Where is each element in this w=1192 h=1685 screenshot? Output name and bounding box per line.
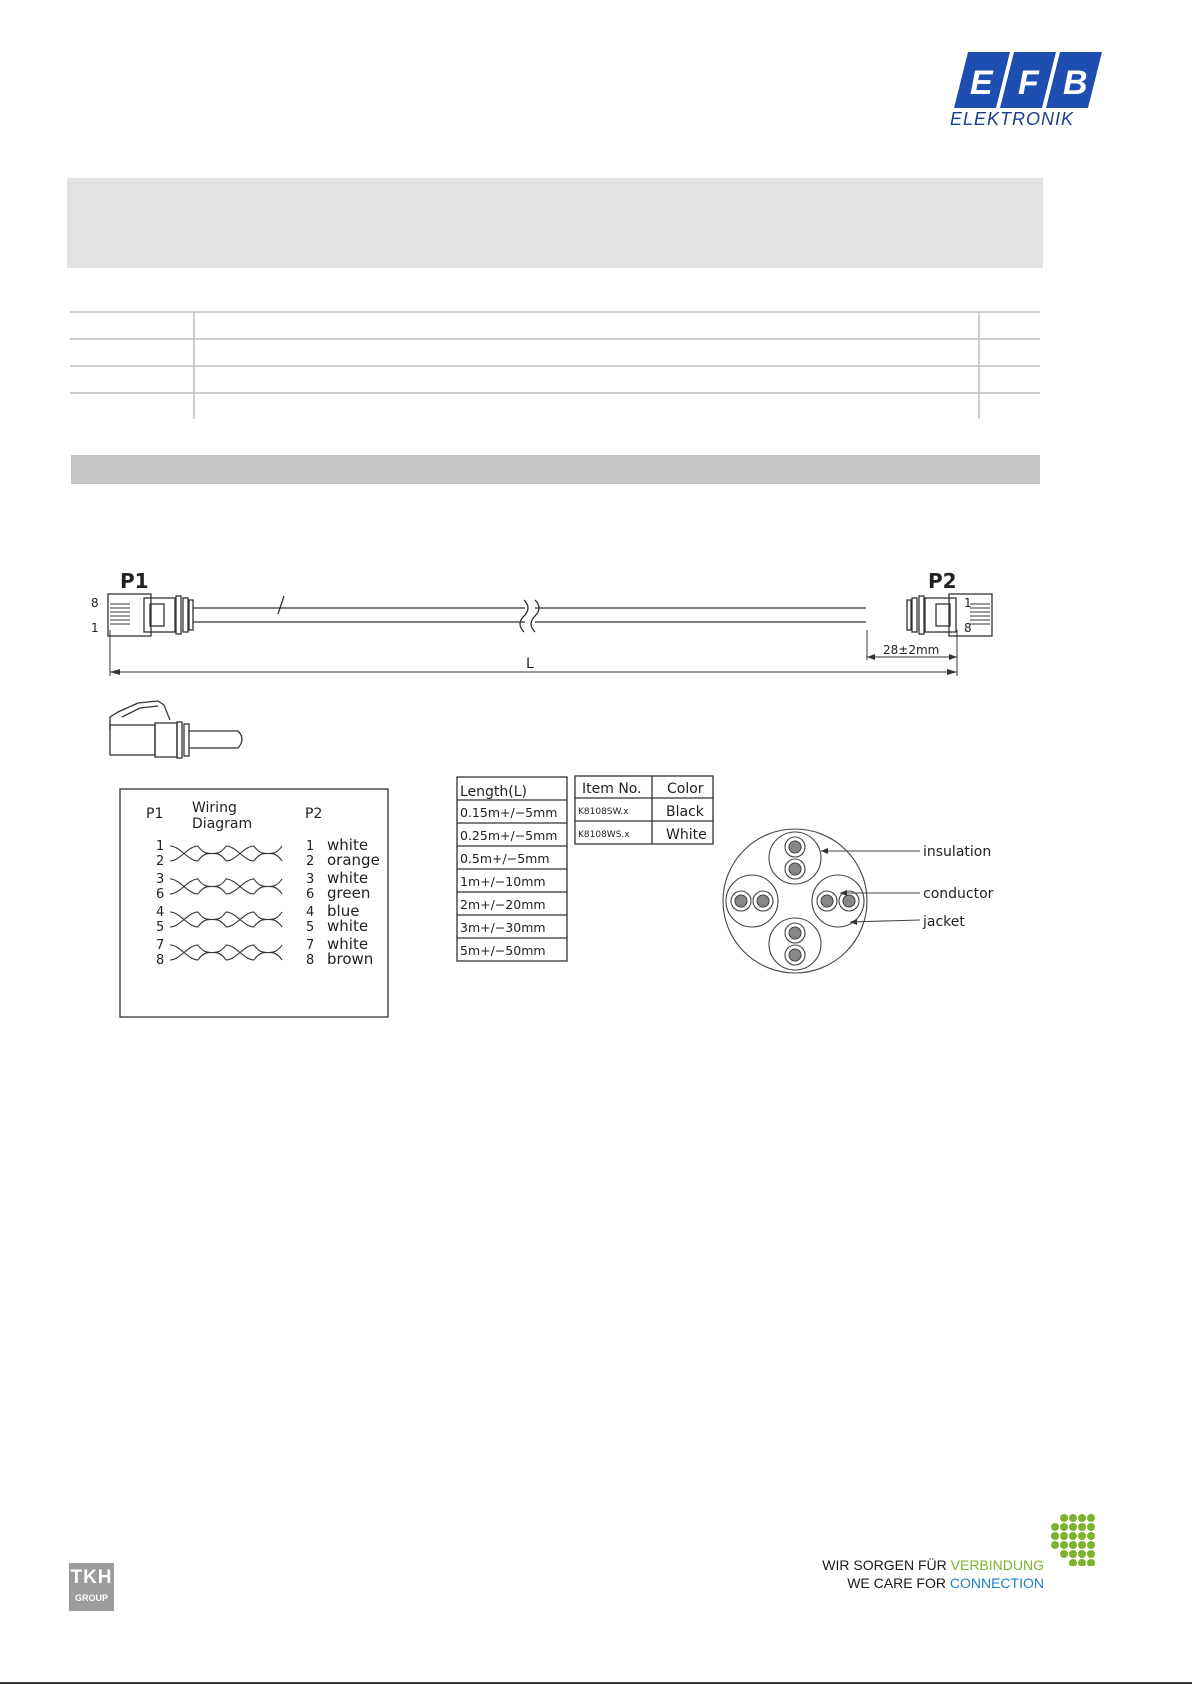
boot-dimension-label: 28±2mm [883, 643, 940, 657]
plug-p2-strain-relief [912, 598, 917, 632]
leader-line-jacket [850, 920, 920, 922]
logo-dot [1087, 1559, 1095, 1566]
wiring-wire-color: blue [327, 902, 360, 920]
efb-logo-mark [948, 50, 1108, 110]
plug-label-p2: P2 [928, 569, 957, 593]
page-bottom-rule [0, 1682, 1192, 1684]
plug-p2-boot [925, 598, 956, 632]
item-table-header-item: Item No. [582, 781, 642, 797]
technical-drawing [80, 560, 1120, 1030]
logo-dot [1060, 1523, 1068, 1531]
wiring-wire-color: brown [327, 950, 374, 968]
length-dimension-label: L [526, 656, 534, 672]
plug-p1-strain-relief [176, 596, 181, 634]
wiring-p1-pin: 8 [156, 953, 165, 968]
wiring-wire-color: white [327, 836, 369, 854]
logo-dot [1087, 1550, 1095, 1558]
logo-dot [1069, 1541, 1077, 1549]
wiring-wire-color: green [327, 884, 371, 902]
logo-dot [1078, 1559, 1086, 1566]
wiring-p2-label: P2 [305, 806, 323, 822]
logo-dot [1087, 1523, 1095, 1531]
tkh-group-logo [69, 1563, 114, 1611]
logo-letter-f: F [1018, 64, 1039, 102]
slogan-english-part1: WE CARE FOR [847, 1575, 950, 1591]
length-table-row: 3m+/−30mm [460, 920, 546, 935]
wiring-wire-color: white [327, 869, 369, 887]
arrow-icon [867, 654, 875, 660]
pair-insulation-circle [769, 918, 821, 970]
dots-logo-icon [1050, 1513, 1100, 1566]
arrow-icon [110, 669, 120, 675]
wiring-wire-color: white [327, 935, 369, 953]
twisted-wire [170, 879, 282, 894]
conductor-core [821, 895, 833, 907]
item-number: K8108SW.x [578, 807, 629, 817]
wiring-p1-pin: 1 [156, 839, 165, 854]
logo-dot [1069, 1559, 1077, 1566]
label-conductor: conductor [923, 886, 994, 902]
plug-label-p1: P1 [120, 569, 149, 593]
logo-dot [1051, 1541, 1059, 1549]
label-jacket: jacket [923, 914, 965, 930]
slogan-german [822, 1557, 1044, 1573]
wiring-p1-pin: 7 [156, 938, 165, 953]
twisted-wire [170, 912, 282, 927]
logo-dot [1078, 1550, 1086, 1558]
logo-dot [1087, 1532, 1095, 1540]
logo-dot [1060, 1550, 1068, 1558]
wiring-p1-pin: 6 [156, 887, 165, 902]
logo-dot [1069, 1532, 1077, 1540]
pin-label: 1 [964, 596, 972, 610]
wiring-p2-pin: 5 [306, 920, 315, 935]
length-table-row: 0.25m+/−5mm [460, 828, 558, 843]
logo-dot [1087, 1514, 1095, 1522]
plug-p2-latch [936, 604, 950, 626]
arrow-icon [947, 669, 957, 675]
title-band [67, 178, 1043, 268]
pin-label: 8 [964, 621, 972, 635]
info-table [70, 311, 1040, 419]
wiring-wire-color: orange [327, 851, 380, 869]
plug-side-view [110, 701, 242, 758]
wiring-p1-pin: 2 [156, 854, 165, 869]
length-table-row: 5m+/−50mm [460, 943, 546, 958]
wiring-p1-pin: 4 [156, 905, 165, 920]
logo-dot [1060, 1541, 1068, 1549]
logo-dot [1069, 1523, 1077, 1531]
efb-logo [948, 50, 1108, 130]
logo-letter-e: E [970, 64, 993, 102]
slogan-german-part2: VERBINDUNG [950, 1557, 1044, 1573]
plug-p2-strain-relief [919, 596, 924, 634]
wiring-p2-pin: 1 [306, 839, 315, 854]
wiring-p1-pin: 5 [156, 920, 165, 935]
item-table [575, 776, 713, 844]
arrow-icon [949, 654, 957, 660]
logo-dot [1051, 1523, 1059, 1531]
length-table-row: 2m+/−20mm [460, 897, 546, 912]
item-color: Black [666, 804, 704, 820]
wiring-p2-pin: 4 [306, 905, 315, 920]
wiring-title-line2: Diagram [192, 816, 253, 832]
break-mark [531, 600, 539, 632]
logo-dot [1078, 1523, 1086, 1531]
wiring-p2-pin: 6 [306, 887, 315, 902]
pin-label: 8 [91, 596, 99, 610]
logo-dot [1060, 1532, 1068, 1540]
section-bar [71, 455, 1040, 484]
cable-cross-section [723, 829, 920, 973]
slogan-english-part2: CONNECTION [949, 1575, 1044, 1591]
plug-p1-strain-relief [189, 600, 193, 630]
break-mark [520, 600, 528, 632]
length-table [457, 777, 567, 961]
plug-p1-strain-relief [183, 598, 188, 632]
wiring-p2-pin: 2 [306, 854, 315, 869]
conductor-core [843, 895, 855, 907]
conductor-core [789, 949, 801, 961]
length-table-row: 1m+/−10mm [460, 874, 546, 889]
conductor-core [789, 863, 801, 875]
wiring-p2-pin: 3 [306, 872, 315, 887]
pair-insulation-circle [769, 832, 821, 884]
logo-dot [1051, 1532, 1059, 1540]
twisted-wire [170, 945, 282, 960]
logo-subtitle: ELEKTRONIK [950, 109, 1075, 129]
cable-slash-mark [278, 596, 284, 614]
logo-dot [1060, 1514, 1068, 1522]
wiring-pairs [156, 836, 380, 968]
logo-dot [1087, 1541, 1095, 1549]
logo-dot [1069, 1514, 1077, 1522]
logo-dot [1069, 1550, 1077, 1558]
logo-dot [1078, 1532, 1086, 1540]
wiring-wire-color: white [327, 917, 369, 935]
plug-p1-latch [150, 604, 164, 626]
item-color: White [666, 827, 707, 843]
item-table-header-color: Color [667, 781, 704, 797]
pair-insulation-circle [812, 875, 864, 927]
logo-dot [1078, 1514, 1086, 1522]
conductor-core [735, 895, 747, 907]
plug-p1-boot [144, 598, 175, 632]
length-table-row: 0.15m+/−5mm [460, 805, 558, 820]
pair-insulation-circle [726, 875, 778, 927]
conductor-core [789, 841, 801, 853]
conductor-core [789, 927, 801, 939]
plug-p2-strain-relief [907, 600, 911, 630]
twisted-wire [170, 846, 282, 861]
tkh-logo-subtext: GROUP [74, 1593, 108, 1603]
label-insulation: insulation [923, 844, 992, 860]
wiring-p1-pin: 3 [156, 872, 165, 887]
wiring-p2-pin: 8 [306, 953, 315, 968]
wiring-p1-label: P1 [146, 806, 164, 822]
tkh-logo-text: TKH [70, 1567, 113, 1588]
arrow-icon [821, 848, 828, 854]
wiring-title-line1: Wiring [192, 800, 237, 816]
logo-letter-b: B [1063, 64, 1088, 102]
slogan-german-part1: WIR SORGEN FÜR [822, 1557, 951, 1573]
item-number: K8108WS.x [578, 830, 630, 840]
conductor-core [757, 895, 769, 907]
length-table-row: 0.5m+/−5mm [460, 851, 550, 866]
slogan-english [847, 1575, 1044, 1591]
pin-label: 1 [91, 621, 99, 635]
length-table-header: Length(L) [460, 784, 528, 800]
logo-dot [1078, 1541, 1086, 1549]
wiring-p2-pin: 7 [306, 938, 315, 953]
